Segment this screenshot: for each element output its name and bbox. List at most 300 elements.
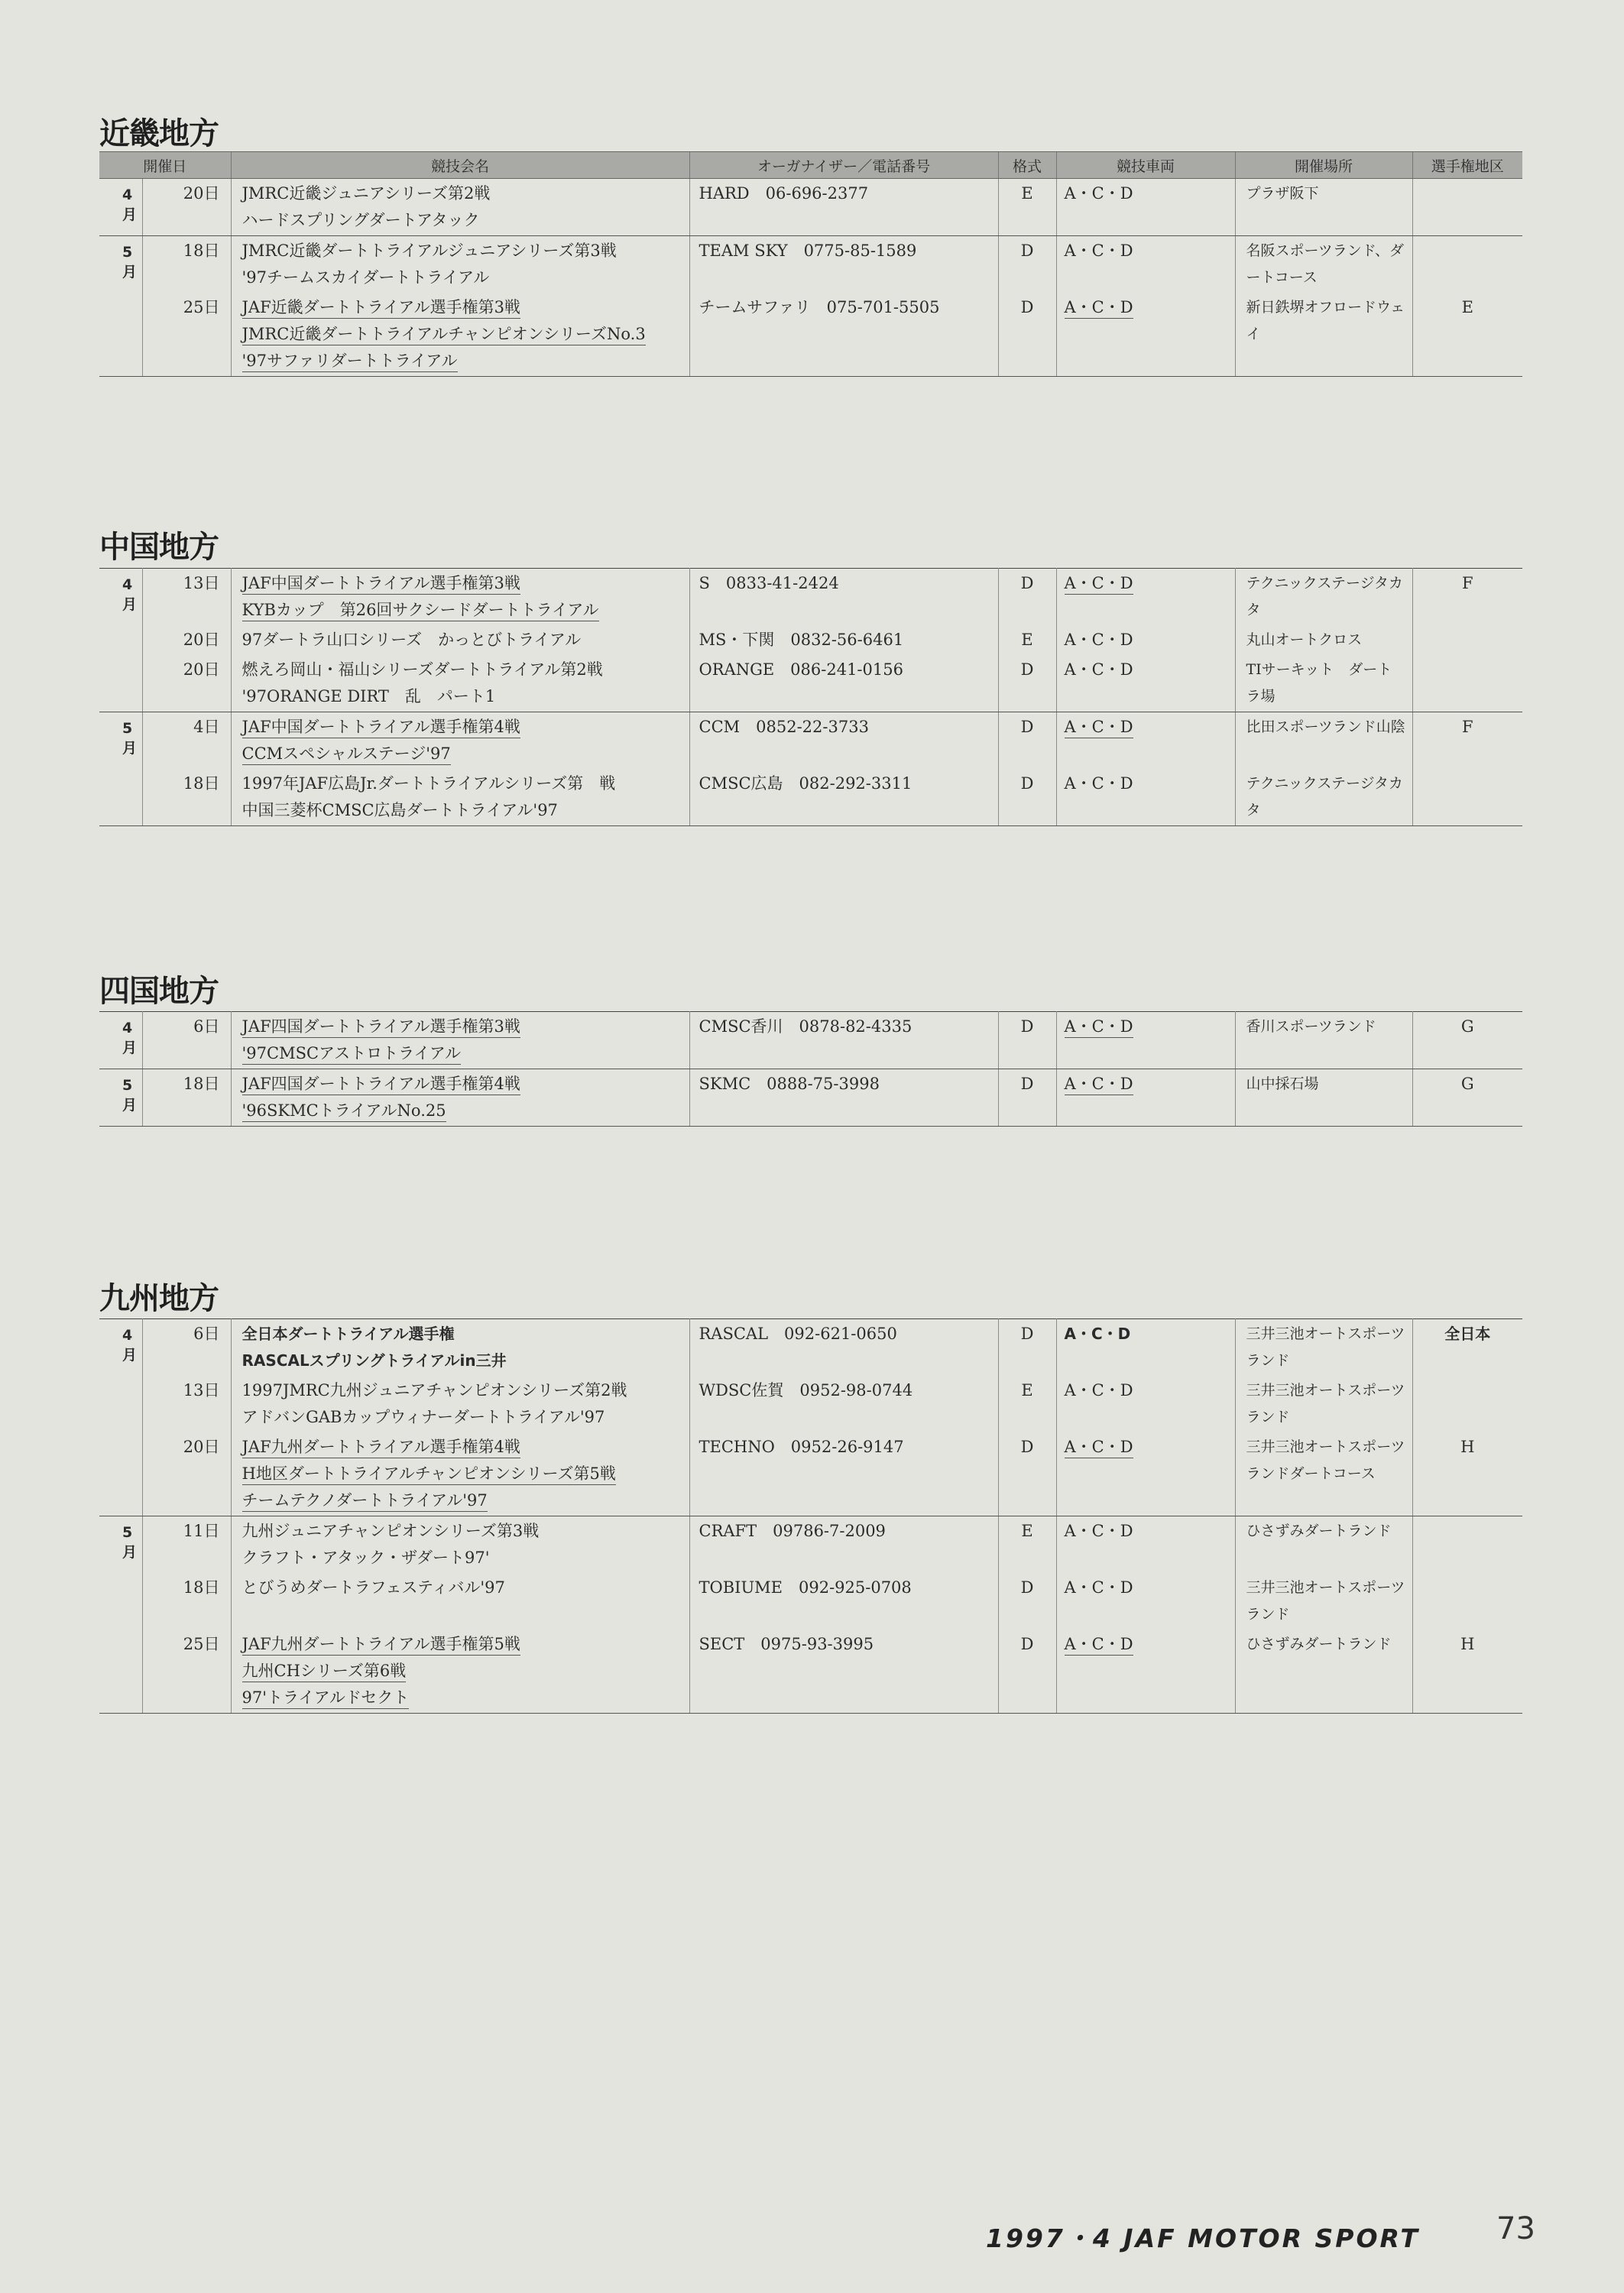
organizer-line xyxy=(690,714,998,741)
vehicle-class-cell xyxy=(1056,179,1235,236)
month-label: 5月 xyxy=(99,1516,142,1714)
vehicle-class-line xyxy=(1057,597,1235,624)
championship-region-block xyxy=(1413,1516,1523,1573)
event-name-block xyxy=(232,655,689,712)
month-row xyxy=(99,569,1522,712)
organizer-line xyxy=(690,321,998,348)
vehicle-class-line xyxy=(1057,1040,1235,1067)
championship-region-line xyxy=(1413,1685,1523,1711)
venue-block xyxy=(1236,1516,1412,1573)
championship-region-line xyxy=(1413,321,1523,348)
event-format-text: D xyxy=(1020,1075,1034,1093)
event-day-line xyxy=(143,1461,231,1487)
vehicle-class-block xyxy=(1057,1573,1235,1630)
event-name-block xyxy=(232,179,689,235)
event-day-cell xyxy=(142,179,231,236)
venue-line xyxy=(1236,597,1412,624)
event-name-cell xyxy=(231,1012,689,1069)
organizer-block xyxy=(690,1376,998,1432)
event-day-line xyxy=(143,570,231,597)
month-row xyxy=(99,712,1522,826)
event-name-line xyxy=(232,1404,689,1431)
organizer-cell xyxy=(689,179,998,236)
event-format-cell xyxy=(998,179,1056,236)
organizer-text: TECHNO 0952-26-9147 xyxy=(699,1438,904,1456)
event-name-text: JAF九州ダートトライアル選手権第4戦 xyxy=(242,1438,520,1458)
event-name-cell xyxy=(231,1516,689,1714)
venue-line xyxy=(1236,1014,1412,1040)
event-format-line xyxy=(999,683,1056,710)
championship-region-cell xyxy=(1412,1319,1522,1516)
championship-region-line xyxy=(1413,627,1523,654)
event-format-block xyxy=(999,625,1056,655)
event-format-cell xyxy=(998,1319,1056,1516)
event-day-text: 11日 xyxy=(183,1522,220,1540)
championship-region-block xyxy=(1413,1012,1523,1069)
event-name-text: 九州ジュニアチャンピオンシリーズ第3戦 xyxy=(241,1522,540,1540)
venue-block xyxy=(1236,1573,1412,1630)
event-name-line xyxy=(232,1014,689,1040)
region-title-kinki: 近畿地方 xyxy=(99,116,219,151)
event-name-text: '97CMSCアストロトライアル xyxy=(242,1044,462,1065)
venue-block xyxy=(1236,1069,1412,1126)
vehicle-class-text: A・C・D xyxy=(1064,184,1133,203)
event-day-cell xyxy=(142,712,231,826)
event-name-text: 全日本ダートトライアル選手権 xyxy=(241,1325,455,1343)
vehicle-class-line xyxy=(1057,1487,1235,1514)
championship-region-line xyxy=(1413,1658,1523,1685)
vehicle-class-block xyxy=(1057,625,1235,655)
event-name-line xyxy=(232,321,689,348)
event-name-line xyxy=(232,683,689,710)
event-name-line xyxy=(232,657,689,683)
event-name-line xyxy=(232,597,689,624)
column-header: オーガナイザー／電話番号 xyxy=(689,152,998,179)
schedule-table-shikoku xyxy=(99,1011,1522,1127)
event-day-block xyxy=(143,1516,231,1573)
vehicle-class-line xyxy=(1057,1071,1235,1098)
event-format-text: D xyxy=(1020,574,1034,592)
organizer-cell xyxy=(689,712,998,826)
venue-cell xyxy=(1235,1012,1412,1069)
organizer-line xyxy=(690,597,998,624)
organizer-text: CMSC広島 082-292-3311 xyxy=(699,774,912,793)
event-name-text: 97'トライアルドセクト xyxy=(242,1688,410,1709)
event-day-line xyxy=(143,294,231,321)
event-format-cell xyxy=(998,569,1056,712)
event-format-line xyxy=(999,294,1056,321)
championship-region-line xyxy=(1413,1014,1523,1040)
venue-line xyxy=(1236,1601,1412,1628)
event-day-line xyxy=(143,207,231,234)
event-format-text: D xyxy=(1020,242,1034,260)
vehicle-class-line xyxy=(1057,207,1235,234)
venue-line xyxy=(1236,1098,1412,1124)
venue-block xyxy=(1236,655,1412,712)
organizer-line xyxy=(690,1321,998,1348)
vehicle-class-line xyxy=(1057,238,1235,264)
event-name-cell xyxy=(231,712,689,826)
event-name-line xyxy=(232,348,689,375)
event-day-text: 20日 xyxy=(183,1438,220,1456)
vehicle-class-text: A・C・D xyxy=(1064,774,1133,793)
event-format-block xyxy=(999,1432,1056,1516)
organizer-line xyxy=(690,1348,998,1374)
organizer-block xyxy=(690,769,998,825)
vehicle-class-block xyxy=(1057,293,1235,376)
column-header: 選手権地区 xyxy=(1412,152,1522,179)
championship-region-line xyxy=(1413,1377,1523,1404)
venue-block xyxy=(1236,1630,1412,1713)
venue-cell xyxy=(1235,1516,1412,1714)
venue-line xyxy=(1236,1487,1412,1514)
vehicle-class-block xyxy=(1057,179,1235,235)
organizer-line xyxy=(690,1040,998,1067)
event-format-line xyxy=(999,207,1056,234)
event-day-text: 18日 xyxy=(183,242,220,260)
organizer-cell xyxy=(689,236,998,377)
event-day-block xyxy=(143,625,231,655)
event-format-text: E xyxy=(1021,1522,1033,1540)
venue-block xyxy=(1236,569,1412,625)
organizer-text: MS・下関 0832-56-6461 xyxy=(699,631,904,649)
event-format-line xyxy=(999,1631,1056,1658)
event-name-line xyxy=(232,238,689,264)
event-name-text: '97ORANGE DIRT 乱 パート1 xyxy=(241,687,496,705)
championship-region-line xyxy=(1413,1601,1523,1628)
event-day-block xyxy=(143,1630,231,1713)
month-label: 4月 xyxy=(99,179,142,236)
vehicle-class-text: A・C・D xyxy=(1065,1075,1133,1095)
column-header: 格式 xyxy=(998,152,1056,179)
event-name-block xyxy=(232,1012,689,1069)
event-name-block xyxy=(232,236,689,293)
event-day-line xyxy=(143,180,231,207)
organizer-block xyxy=(690,625,998,655)
event-name-text: 97ダートラ山口シリーズ かっとびトライアル xyxy=(241,631,582,649)
event-name-text: 中国三菱杯CMSC広島ダートトライアル'97 xyxy=(241,801,558,819)
venue-line xyxy=(1236,1575,1412,1601)
organizer-line xyxy=(690,770,998,797)
organizer-block xyxy=(690,293,998,376)
event-format-line xyxy=(999,597,1056,624)
organizer-cell xyxy=(689,1516,998,1714)
venue-text: 三井三池オートスポーツ xyxy=(1246,1438,1405,1455)
venue-line xyxy=(1236,180,1412,207)
event-format-line xyxy=(999,1461,1056,1487)
event-day-line xyxy=(143,797,231,824)
event-day-block xyxy=(143,179,231,235)
venue-block xyxy=(1236,293,1412,376)
event-format-block xyxy=(999,236,1056,293)
organizer-block xyxy=(690,1012,998,1069)
month-label: 4月 xyxy=(99,1319,142,1516)
vehicle-class-cell xyxy=(1056,1069,1235,1127)
event-format-line xyxy=(999,1601,1056,1628)
event-format-line xyxy=(999,238,1056,264)
column-header: 開催日 xyxy=(99,152,231,179)
month-label: 4月 xyxy=(99,1012,142,1069)
venue-text: プラザ阪下 xyxy=(1246,185,1319,202)
event-name-text: 燃えろ岡山・福山シリーズダートトライアル第2戦 xyxy=(241,660,603,679)
event-name-line xyxy=(232,627,689,654)
event-day-block xyxy=(143,236,231,293)
vehicle-class-line xyxy=(1057,1601,1235,1628)
organizer-block xyxy=(690,1630,998,1713)
vehicle-class-block xyxy=(1057,1432,1235,1516)
venue-cell xyxy=(1235,1319,1412,1516)
vehicle-class-text: A・C・D xyxy=(1065,1017,1133,1038)
organizer-line xyxy=(690,657,998,683)
championship-region-line xyxy=(1413,770,1523,797)
event-day-line xyxy=(143,1071,231,1098)
vehicle-class-line xyxy=(1057,294,1235,321)
event-day-text: 20日 xyxy=(183,631,220,649)
organizer-line xyxy=(690,1487,998,1514)
event-name-line xyxy=(232,1321,689,1348)
championship-region-text: H xyxy=(1460,1438,1475,1456)
championship-region-line xyxy=(1413,1404,1523,1431)
championship-region-line xyxy=(1413,1518,1523,1545)
event-format-line xyxy=(999,264,1056,291)
venue-text: ひさずみダートランド xyxy=(1246,1523,1392,1539)
championship-region-block xyxy=(1413,1432,1523,1516)
month-row xyxy=(99,1069,1522,1127)
event-format-text: D xyxy=(1020,298,1034,316)
vehicle-class-line xyxy=(1057,683,1235,710)
vehicle-class-cell xyxy=(1056,569,1235,712)
venue-text: ートコース xyxy=(1246,269,1318,286)
vehicle-class-line xyxy=(1057,1098,1235,1124)
championship-region-line xyxy=(1413,714,1523,741)
event-day-block xyxy=(143,569,231,625)
venue-line xyxy=(1236,207,1412,234)
event-day-line xyxy=(143,714,231,741)
venue-line xyxy=(1236,1461,1412,1487)
organizer-text: WDSC佐賀 0952-98-0744 xyxy=(699,1381,913,1399)
event-name-line xyxy=(232,264,689,291)
championship-region-cell xyxy=(1412,569,1522,712)
organizer-line xyxy=(690,1518,998,1545)
championship-region-line xyxy=(1413,597,1523,624)
vehicle-class-line xyxy=(1057,627,1235,654)
month-row xyxy=(99,236,1522,377)
event-day-block xyxy=(143,1069,231,1126)
event-name-line xyxy=(232,741,689,767)
event-name-line xyxy=(232,570,689,597)
event-day-line xyxy=(143,1575,231,1601)
venue-block xyxy=(1236,1432,1412,1516)
venue-text: タ xyxy=(1246,602,1261,618)
championship-region-line xyxy=(1413,657,1523,683)
month-label: 5月 xyxy=(99,1069,142,1127)
event-day-text: 6日 xyxy=(193,1017,220,1036)
venue-line xyxy=(1236,1518,1412,1545)
organizer-block xyxy=(690,1573,998,1630)
organizer-line xyxy=(690,180,998,207)
event-format-block xyxy=(999,1319,1056,1376)
event-day-cell xyxy=(142,236,231,377)
event-name-line xyxy=(232,1631,689,1658)
event-format-block xyxy=(999,1012,1056,1069)
venue-text: 比田スポーツランド山陰 xyxy=(1246,718,1405,735)
organizer-line xyxy=(690,348,998,375)
vehicle-class-block xyxy=(1057,1630,1235,1713)
event-day-line xyxy=(143,1348,231,1374)
championship-region-line xyxy=(1413,1321,1523,1348)
championship-region-block xyxy=(1413,712,1523,769)
organizer-line xyxy=(690,264,998,291)
event-format-text: E xyxy=(1021,1381,1033,1399)
event-format-line xyxy=(999,1071,1056,1098)
championship-region-cell xyxy=(1412,236,1522,377)
championship-region-block xyxy=(1413,769,1523,825)
event-name-line xyxy=(232,1658,689,1685)
vehicle-class-line xyxy=(1057,1685,1235,1711)
event-format-block xyxy=(999,1630,1056,1713)
event-format-line xyxy=(999,1545,1056,1571)
venue-line xyxy=(1236,797,1412,824)
championship-region-block xyxy=(1413,1630,1523,1713)
event-day-text: 20日 xyxy=(183,660,220,679)
venue-text: ランド xyxy=(1246,1409,1290,1425)
event-name-block xyxy=(232,1376,689,1432)
event-format-line xyxy=(999,714,1056,741)
event-day-cell xyxy=(142,1319,231,1516)
month-label: 5月 xyxy=(99,236,142,377)
venue-line xyxy=(1236,627,1412,654)
vehicle-class-block xyxy=(1057,1516,1235,1573)
event-name-line xyxy=(232,1098,689,1124)
organizer-block xyxy=(690,1432,998,1516)
venue-block xyxy=(1236,1376,1412,1432)
event-name-block xyxy=(232,769,689,825)
event-day-line xyxy=(143,321,231,348)
event-day-block xyxy=(143,655,231,712)
vehicle-class-block xyxy=(1057,655,1235,712)
event-day-cell xyxy=(142,1069,231,1127)
venue-text: TIサーキット ダート xyxy=(1246,661,1392,678)
event-name-line xyxy=(232,797,689,824)
event-format-line xyxy=(999,570,1056,597)
event-name-line xyxy=(232,294,689,321)
vehicle-class-block xyxy=(1057,1376,1235,1432)
event-name-text: '97サファリダートトライアル xyxy=(242,352,458,372)
organizer-text: チームサファリ 075-701-5505 xyxy=(699,298,940,316)
event-format-line xyxy=(999,1098,1056,1124)
event-day-line xyxy=(143,1014,231,1040)
venue-text: 名阪スポーツランド、ダ xyxy=(1246,242,1405,259)
event-name-block xyxy=(232,293,689,376)
vehicle-class-line xyxy=(1057,1518,1235,1545)
event-name-text: H地区ダートトライアルチャンピオンシリーズ第5戦 xyxy=(242,1464,616,1485)
event-format-line xyxy=(999,321,1056,348)
venue-text: ランド xyxy=(1246,1352,1290,1369)
event-format-text: D xyxy=(1020,1578,1034,1597)
event-day-line xyxy=(143,1518,231,1545)
organizer-text: TOBIUME 092-925-0708 xyxy=(699,1578,912,1597)
championship-region-cell xyxy=(1412,1012,1522,1069)
event-format-text: D xyxy=(1020,1635,1034,1653)
vehicle-class-line xyxy=(1057,741,1235,767)
vehicle-class-line xyxy=(1057,1658,1235,1685)
organizer-cell xyxy=(689,1319,998,1516)
event-day-line xyxy=(143,264,231,291)
event-format-block xyxy=(999,1069,1056,1126)
venue-line xyxy=(1236,321,1412,348)
vehicle-class-block xyxy=(1057,1069,1235,1126)
event-name-text: JAF九州ダートトライアル選手権第5戦 xyxy=(242,1635,520,1656)
event-day-block xyxy=(143,712,231,769)
championship-region-block xyxy=(1413,569,1523,625)
vehicle-class-text: A・C・D xyxy=(1065,298,1133,319)
organizer-text: CMSC香川 0878-82-4335 xyxy=(699,1017,912,1036)
event-day-line xyxy=(143,597,231,624)
event-name-text: JAF中国ダートトライアル選手権第3戦 xyxy=(242,574,520,595)
championship-region-line xyxy=(1413,1575,1523,1601)
event-name-text: JAF中国ダートトライアル選手権第4戦 xyxy=(242,718,520,738)
championship-region-cell xyxy=(1412,712,1522,826)
vehicle-class-line xyxy=(1057,1631,1235,1658)
venue-cell xyxy=(1235,1069,1412,1127)
vehicle-class-text: A・C・D xyxy=(1064,1578,1133,1597)
event-day-block xyxy=(143,293,231,376)
event-name-line xyxy=(232,1601,689,1628)
venue-text: 三井三池オートスポーツ xyxy=(1246,1382,1405,1399)
championship-region-line xyxy=(1413,1434,1523,1461)
vehicle-class-text: A・C・D xyxy=(1064,660,1133,679)
event-day-cell xyxy=(142,1012,231,1069)
event-day-line xyxy=(143,770,231,797)
organizer-block xyxy=(690,179,998,235)
event-name-text: CCMスペシャルステージ'97 xyxy=(242,744,451,765)
venue-line xyxy=(1236,294,1412,321)
event-format-block xyxy=(999,769,1056,825)
organizer-cell xyxy=(689,569,998,712)
organizer-text: CCM 0852-22-3733 xyxy=(699,718,869,736)
venue-text: イ xyxy=(1246,326,1261,342)
vehicle-class-block xyxy=(1057,712,1235,769)
event-day-line xyxy=(143,657,231,683)
vehicle-class-block xyxy=(1057,769,1235,825)
vehicle-class-line xyxy=(1057,321,1235,348)
championship-region-line xyxy=(1413,570,1523,597)
organizer-line xyxy=(690,1014,998,1040)
vehicle-class-text: A・C・D xyxy=(1065,1438,1133,1458)
championship-region-cell xyxy=(1412,179,1522,236)
event-name-text: KYBカップ 第26回サクシードダートトライアル xyxy=(242,601,599,621)
vehicle-class-text: A・C・D xyxy=(1064,1522,1133,1540)
championship-region-line xyxy=(1413,207,1523,234)
vehicle-class-line xyxy=(1057,1404,1235,1431)
column-header: 競技車両 xyxy=(1056,152,1235,179)
organizer-cell xyxy=(689,1069,998,1127)
championship-region-line xyxy=(1413,238,1523,264)
event-name-text: JMRC近畿ジュニアシリーズ第2戦 xyxy=(241,184,491,203)
event-format-text: D xyxy=(1020,1438,1034,1456)
venue-text: 三井三池オートスポーツ xyxy=(1246,1579,1405,1596)
event-name-line xyxy=(232,1685,689,1711)
venue-text: 新日鉄堺オフロードウェ xyxy=(1246,299,1405,316)
organizer-block xyxy=(690,1319,998,1376)
event-format-line xyxy=(999,770,1056,797)
event-day-text: 18日 xyxy=(183,774,220,793)
event-format-line xyxy=(999,1658,1056,1685)
event-name-line xyxy=(232,1545,689,1571)
championship-region-line xyxy=(1413,1487,1523,1514)
vehicle-class-line xyxy=(1057,264,1235,291)
vehicle-class-text: A・C・D xyxy=(1064,631,1133,649)
